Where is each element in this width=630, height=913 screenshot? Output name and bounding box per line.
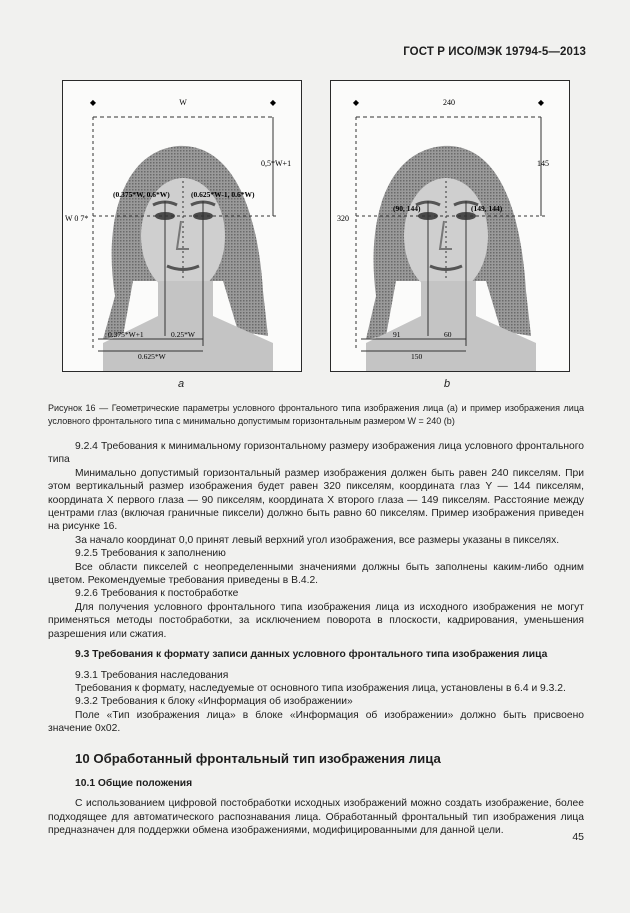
label-eye1: (0.375*W, 0.6*W): [113, 190, 170, 199]
figure-a: [62, 80, 302, 372]
label-bottom1: 91: [393, 330, 401, 339]
paragraph: 9.3.2 Требования к блоку «Информация об изображении»: [75, 696, 353, 708]
label-width-mid: W 0 7*: [65, 214, 89, 223]
paragraph: За начало координат 0,0 принят левый верхний угол изображения, все размеры указаны в пикселях.: [75, 534, 560, 546]
figure-a-sublabel: a: [178, 378, 185, 390]
label-eye2: (0.625*W-1, 0.6*W): [191, 190, 255, 199]
label-height-top: 145: [537, 159, 549, 168]
figure-caption: Рисунок 16 — Геометрические параметры условного фронтального типа изображения лица (a) и пример изображения лица условного фронтального типа с минимально допустимым горизонтальным размером W = 240 (b): [48, 403, 584, 426]
label-width-mid: 320: [337, 214, 349, 223]
section-heading-9-3: 9.3 Требования к формату записи данных условного фронтального типа изображения лица: [75, 649, 548, 661]
paragraph: 9.2.5 Требования к заполнению: [75, 548, 226, 560]
label-bottom2: 0.25*W: [171, 330, 195, 339]
paragraph: 9.2.6 Требования к постобработке: [75, 588, 239, 600]
figure-b: [330, 80, 570, 372]
label-eye1: (90, 144): [393, 204, 421, 213]
label-height-top: 0,5*W+1: [261, 159, 292, 168]
svg-text:◆: ◆: [269, 98, 277, 107]
label-bottom1: 0.375*W+1: [108, 330, 144, 339]
figure-b-sublabel: b: [444, 378, 451, 390]
figure-b-drawing: [331, 81, 569, 371]
paragraph: Поле «Тип изображения лица» в блоке «Информация об изображении» должно быть присвоено значение 0x02.: [48, 709, 584, 735]
section-heading-10: 10 Обработанный фронтальный тип изображения лица: [75, 750, 441, 766]
label-bottom3: 150: [411, 352, 423, 361]
svg-text:◆: ◆: [352, 98, 360, 107]
label-w: W: [179, 98, 187, 107]
label-bottom2: 60: [444, 330, 452, 339]
paragraph: Все области пикселей с неопределенными значениями должны быть заполнены каким-либо одним цветом. Рекомендуемые требования приведены в В.4.2.: [48, 561, 584, 587]
document-body: [48, 440, 584, 838]
paragraph: Для получения условного фронтального типа изображения лица из исходного изображения не могут применяться методы постобработки, за исключением поворота в плоскости, кадрирования, уменьшения разрешения или сжатия.: [48, 601, 584, 640]
paragraph: С использованием цифровой постобработки исходных изображений можно создать изображение, более подходящее для автоматического распознавания лица. Обработанный фронтальный тип изображения лица предназначен для поддержки обмена изображениями, модифицированными для данной цели.: [48, 798, 584, 837]
running-header: ГОСТ Р ИСО/МЭК 19794-5—2013: [403, 46, 586, 58]
label-bottom3: 0.625*W: [138, 352, 166, 361]
svg-text:◆: ◆: [537, 98, 545, 107]
section-heading-10-1: 10.1 Общие положения: [75, 777, 193, 789]
paragraph: Требования к формату, наследуемые от основного типа изображения лица, установлены в 6.4 и 9.3.2.: [75, 682, 566, 694]
paragraph: Минимально допустимый горизонтальный размер изображения должен быть равен 240 пикселям. При этом вертикальный размер изображения будет равен 320 пикселям, координата глаз Y — 144 пикселям, координата X первого глаза — 90 пикселям, координата X второго глаза — 149 пикселям. Расстояние между центрами глаз (включая граничные пиксели) должно быть равно 60 пикселям. Пример изображения приведен на рисунке 16.: [48, 467, 584, 533]
figure-a-drawing: [63, 81, 301, 371]
paragraph: 9.2.4 Требования к минимальному горизонтальному размеру изображения лица условного фронтального типа: [48, 441, 584, 466]
label-eye2: (149, 144): [471, 204, 503, 213]
page-number: 45: [572, 831, 584, 843]
svg-text:◆: ◆: [89, 98, 97, 107]
paragraph: 9.3.1 Требования наследования: [75, 669, 229, 681]
label-w: 240: [443, 98, 455, 107]
